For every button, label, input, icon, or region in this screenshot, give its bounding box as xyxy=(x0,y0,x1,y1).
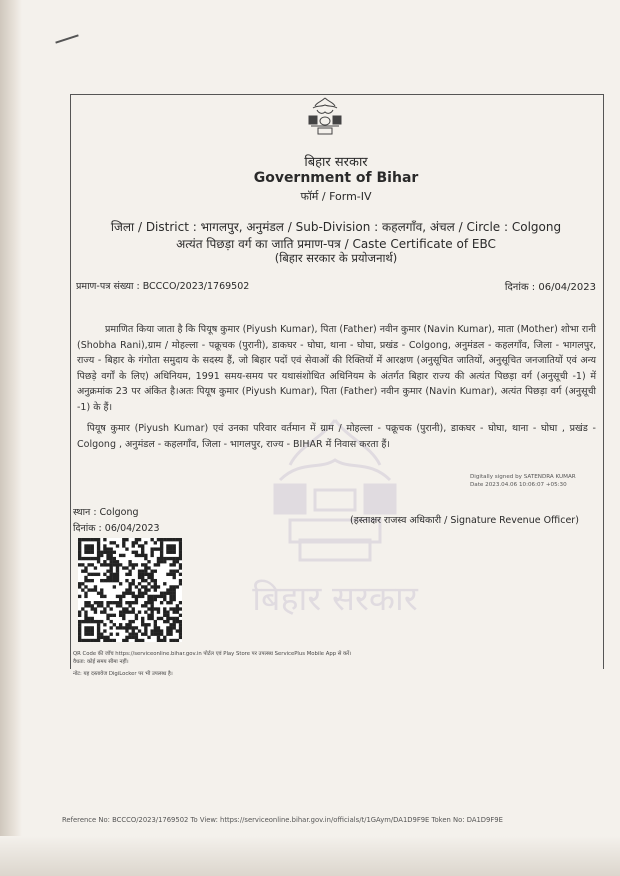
issue-date: दिनांक : 06/04/2023 xyxy=(73,523,160,534)
digital-signature-name: Digitally signed by SATENDRA KUMAR xyxy=(470,474,576,480)
header-title-hindi: बिहार सरकार xyxy=(304,155,368,170)
footer-reference: Reference No: BCCCO/2023/1769502 To View: https://serviceonline.bihar.gov.in/officials/t/1GAym/DA1D9F9E Token No: DA1D9F9E xyxy=(62,816,503,824)
paper-left-edge xyxy=(0,0,22,876)
svg-text:बिहार सरकार: बिहार सरकार xyxy=(252,579,418,619)
qr-validity-note: वैधता: कोई समय सीमा नहीं। xyxy=(73,659,129,665)
form-number: फॉर्म / Form-IV xyxy=(300,190,372,203)
paper-bottom-edge xyxy=(0,836,620,876)
qr-verification-note: QR Code की जाँच https://serviceonline.bihar.gov.in पोर्टल एवं Play Store पर उपलब्ध ServicePlus Mobile App से करें। xyxy=(73,651,352,657)
pen-mark xyxy=(55,34,78,43)
certificate-body-paragraph-2: पियूष कुमार (Piyush Kumar) एवं उनका परिवार वर्तमान में ग्राम / मोहल्ला - पक्रूचक (पुरानी), डाकघर - घोघा, थाना - घोघा , प्रखंड - Colgong , अनुमंडल - कहलगाँव, जिला - भागलपुर, राज्य - BIHAR में निवास करता हैं। xyxy=(77,423,596,450)
signature-officer-label: (हस्ताक्षर राजस्व अधिकारी / Signature Revenue Officer) xyxy=(350,515,579,526)
digilocker-note: नोट: यह दस्तावेज DigiLocker पर भी उपलब्ध है। xyxy=(73,671,173,677)
issue-place: स्थान : Colgong xyxy=(73,507,139,518)
certificate-purpose: (बिहार सरकार के प्रयोजनार्थ) xyxy=(274,251,398,265)
district-line: जिला / District : भागलपुर, अनुमंडल / Sub-Division : कहलगाँव, अंचल / Circle : Colgong xyxy=(110,220,562,234)
digital-signature-block xyxy=(470,473,600,489)
certificate-date: दिनांक : 06/04/2023 xyxy=(504,282,596,293)
certificate-body-paragraph-1: प्रमाणित किया जाता है कि पियूष कुमार (Piyush Kumar), पिता (Father) नवीन कुमार (Navin Kumar), माता (Mother) शोभा रानी (Shobha Rani),ग्राम / मोहल्ला - पक्रूचक (पुरानी), डाकघर - घोघा, थाना - घोघा, प्रखंड - Colgong, अनुमंडल - कहलगाँव, जिला - भागलपुर, राज्य - बिहार के गंगोता समुदाय के सदस्य हैं, जो बिहार पदों एवं सेवाओं की रिक्तियों में आरक्षण (अनुसूचित जातियों, अनुसूचित जनजातियों एवं अन्य पिछड़े वर्गों के लिए) अधिनियम, 1991 समय-समय पर यथासंशोधित अधिनियम के अंतर्गत बिहार राज्य की अत्यंत पिछड़ा वर्ग (अनुसूची -1) में अनुक्रमांक 23 पर अंकित है।अतः पियूष कुमार (Piyush Kumar), पिता (Father) नवीन कुमार (Navin Kumar), अत्यंत पिछड़ा वर्ग (अनुसूची -1) के हैं। xyxy=(77,324,596,413)
qr-code xyxy=(78,538,182,642)
certificate-number: प्रमाण-पत्र संख्या : BCCCO/2023/1769502 xyxy=(76,281,250,292)
bihar-emblem xyxy=(303,96,347,138)
digital-signature-date: Date 2023.04.06 10:06:07 +05:30 xyxy=(470,482,567,488)
header-title-english: Government of Bihar xyxy=(253,170,419,186)
certificate-title: अत्यंत पिछड़ा वर्ग का जाति प्रमाण-पत्र / Caste Certificate of EBC xyxy=(176,237,496,251)
